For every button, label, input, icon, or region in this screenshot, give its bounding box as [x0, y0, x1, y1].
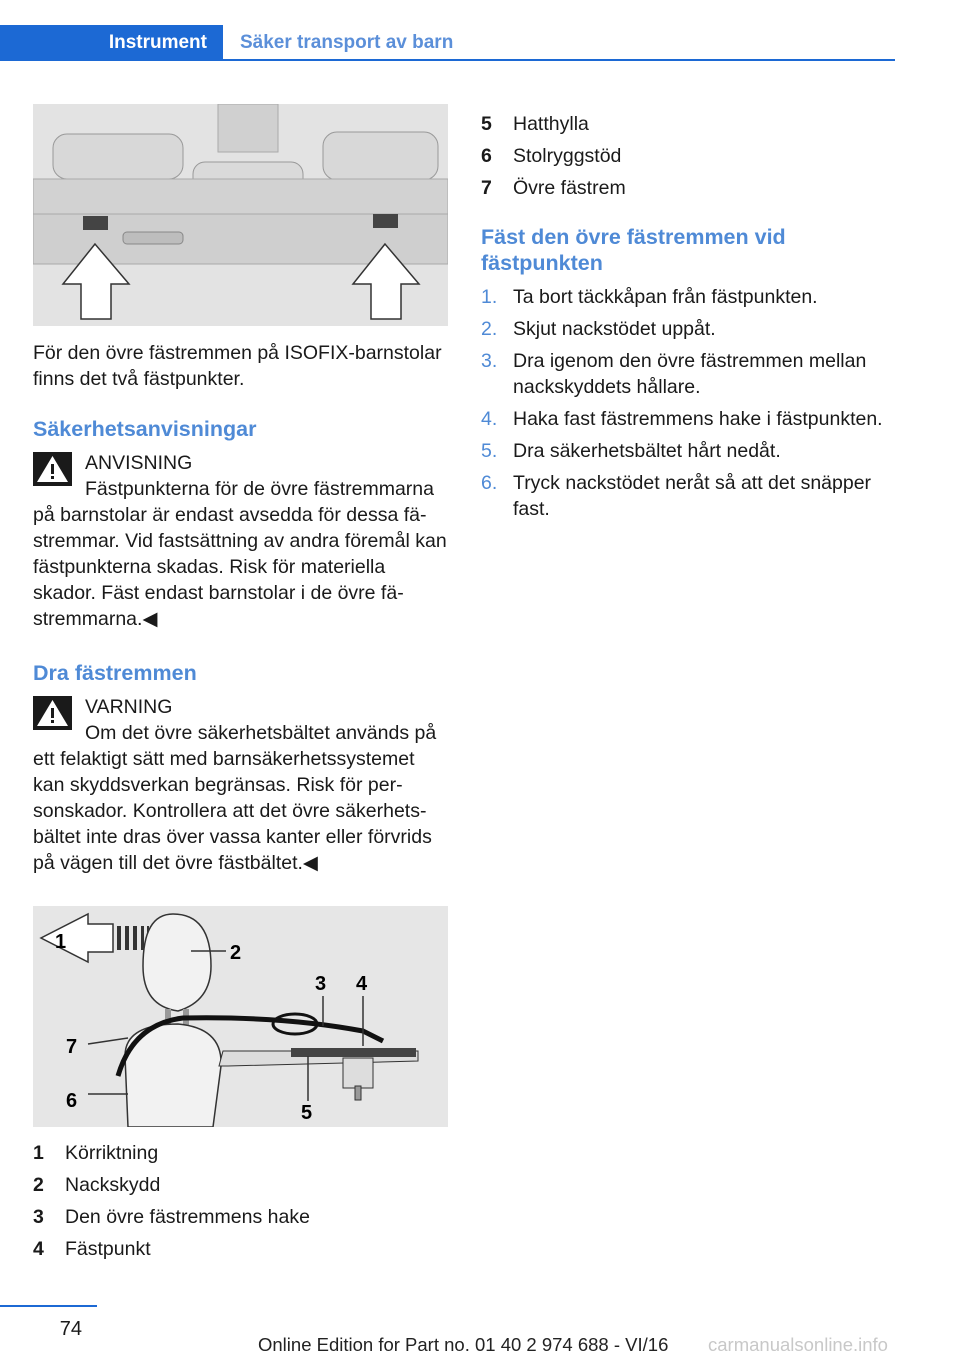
tab-instrument: Instrument	[0, 25, 223, 61]
step-item: 5. Dra säkerhetsbältet hårt nedåt.	[481, 440, 781, 462]
warning-block	[33, 694, 448, 876]
page-header	[0, 25, 895, 63]
notice-label: ANVISNING	[85, 452, 193, 474]
diagram-label: 3	[315, 973, 327, 995]
headrest-strap-illustration	[33, 906, 448, 1127]
diagram-label: 1	[55, 931, 67, 953]
watermark-text: carmanualsonline.info	[708, 1334, 888, 1355]
left-column	[33, 104, 448, 1265]
legend-item: 1 Körriktning	[33, 1142, 159, 1164]
legend-item: 6 Stolryggstöd	[481, 145, 622, 167]
step-item: 2. Skjut nackstödet uppåt.	[481, 318, 716, 340]
figure-caption: För den övre fästremmen på ISOFIX-barnstolar finns det två fästpunkter.	[33, 342, 442, 390]
warning-body: ett felaktigt sätt med barnsäkerhetssystemet kan skyddsverkan begränsas. Risk för per- sonskador. Kontrollera att det övre säkerhets- bältet inte dras över vassa kanter eller förvrids på vägen till det övre fästbältet.◀	[33, 748, 432, 874]
warning-triangle-icon	[33, 696, 72, 730]
step-item: 6. Tryck nackstödet neråt så att det snäpper fast.	[481, 472, 872, 520]
notice-first-line: Fästpunkterna för de övre fästremmarna	[85, 478, 434, 500]
headrest-diagram	[33, 906, 448, 1127]
edition-text: Online Edition for Part no. 01 40 2 974 688 - VI/16	[258, 1334, 669, 1355]
legend-left	[33, 1137, 448, 1265]
diagram-label: 4	[356, 973, 368, 995]
notice-block	[33, 450, 448, 632]
diagram-label: 2	[230, 942, 242, 964]
legend-item: 2 Nackskydd	[33, 1174, 161, 1196]
step-item: 3. Dra igenom den övre fästremmen mellan nackskyddets hållare.	[481, 350, 867, 398]
legend-item: 4 Fästpunkt	[33, 1238, 151, 1260]
page-number: 74	[59, 1318, 82, 1340]
warning-first-line: Om det övre säkerhetsbältet används på	[85, 722, 437, 744]
legend-item: 7 Övre fästrem	[481, 177, 626, 199]
warning-label: VARNING	[85, 696, 173, 718]
rear-shelf-illustration	[33, 104, 448, 326]
footer-rule	[0, 1305, 97, 1307]
section-title: Säker transport av barn	[240, 32, 454, 53]
diagram-label: 6	[66, 1090, 78, 1112]
step-list	[481, 284, 901, 522]
warning-triangle-icon	[33, 452, 72, 486]
attach-heading: Fäst den övre fästremmen vid fästpunkten	[481, 225, 786, 275]
step-item: 1. Ta bort täckkåpan från fästpunkten.	[481, 286, 818, 308]
diagram-label: 5	[301, 1102, 313, 1124]
notice-body: på barnstolar är endast avsedda för dessa fä- stremmar. Vid fastsättning av andra föremål kan fästpunkterna skadas. Risk för materiella skador. Fäst endast barnstolar i de övre fä- stremmarna.◀	[33, 504, 447, 630]
header-rule	[223, 59, 895, 61]
step-item: 4. Haka fast fästremmens hake i fästpunkten.	[481, 408, 883, 430]
strap-heading: Dra fästremmen	[33, 661, 197, 685]
safety-heading: Säkerhetsanvisningar	[33, 417, 257, 441]
legend-right	[481, 108, 901, 204]
right-column	[481, 104, 901, 528]
legend-item: 5 Hatthylla	[481, 113, 589, 135]
rear-shelf-image	[33, 104, 448, 326]
diagram-label: 7	[66, 1036, 78, 1058]
legend-item: 3 Den övre fästremmens hake	[33, 1206, 310, 1228]
